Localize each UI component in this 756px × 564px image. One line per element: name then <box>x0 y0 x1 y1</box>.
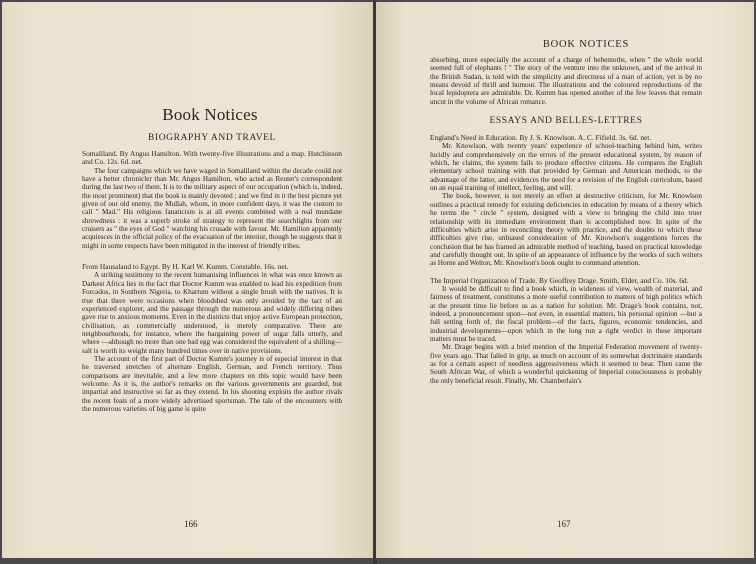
continued-text <box>430 56 702 106</box>
paragraph: It would be difficult to find a book which, in wideness of view, wealth of material, and fairness of treatment, constitutes a more useful contribution to matters of high politics which at the present time lie before us as a nation for solution. Mr. Drage's book contains, not, indeed, a pronouncement upon—not even, in essential matters, his personal opinion —but a full setting forth of, the fiscal problem—of the facts, figures, economic tendencies, and industrial developments—upon which in the long run a right verdict in these important matters must be traced. <box>430 284 702 343</box>
paragraph: A striking testimony to the recent humanising influences in what was once known as Darkest Africa lies in the fact that Doctor Kumm was enabled to lead his expedition from Forcados, in Southern Nigeria, to Khartum without a single brush with the natives. It is true that there were occasions when bloodshed was only avoided by the tact of an experienced explorer, and the passage through the numerous and widely differing tribes gave rise to anxious moments. Even in the districts that enjoy active European protection, civilisation, as commercially understood, is merely comparative. There are neighbourhoods, for instance, where the bargaining power of sugar falls utterly, and where —although no more than one bad egg was considered the equivalent of a shilling—salt is worth its weight many hundred times over in native provisions. <box>82 271 342 355</box>
entry-heading-somaliland: Somaliland. By Angus Hamilton. With twenty-five illustrations and a map. Hutchinson and Co. 12s. 6d. net. <box>82 149 342 167</box>
paragraph: Mr. Knowlson, with twenty years' experience of school-teaching behind him, writes lucidly and comprehensively on the errors of the present educational system, by reason of which, he claims, the system fails to produce effective citizens. He compares the English elementary school training with that provided by German and American methods, to the advantage of the latter, and evidences the need for a revision of the English curriculum, based on an equal training of intellect, feeling, and will. <box>430 142 702 193</box>
entry-heading-hausaland: From Hausaland to Egypt. By H. Karl W. Kumm. Constable. 16s. net. <box>82 262 289 272</box>
left-page <box>2 2 374 558</box>
entry-body-imperial-trade <box>430 285 702 385</box>
paragraph: absorbing, more especially the account of a charge of behemoths, when " the whole world seemed full of elephants ! " The story of the venture into the unknown, and of the arrival in the British Sudan, is told with the simplicity and directness of a man of action, yet is by no means devoid of thrill and humour. The illustrations and the coloured reproductions of the local lepidoptera are admirable. Dr. Kumm has opened another of the few leaves that remain uncut in the volume of African romance. <box>430 56 702 106</box>
entry-heading-education: England's Need in Education. By J. S. Knowlson. A. C. Fifield. 3s. 6d. net. <box>430 133 652 143</box>
left-column <box>82 133 342 413</box>
page-number-right: 167 <box>557 519 571 529</box>
running-head: BOOK NOTICES <box>542 39 630 50</box>
paragraph: The account of the first part of Doctor Kumm's journey is of especial interest in that he traversed stretches of alternate English, German, and French territory. Thus comparisons are inevitable, and a few more chapters on this topic would have been welcome. As it is, the author's remarks on the various governments are guarded, but impartial and instructive so far as they extend. In his shooting exploits the author rivals the recent feats of a more widely advertised sportsman. The tale of the encounters with the numerous varieties of big game is quite <box>82 354 342 413</box>
entry-heading-imperial-trade: The Imperial Organization of Trade. By Geoffrey Drage. Smith, Elder, and Co. 10s. 6d. <box>430 275 689 285</box>
right-column <box>430 56 702 385</box>
page-number-left: 166 <box>184 519 198 529</box>
entry-body-somaliland <box>82 167 342 250</box>
right-page <box>376 2 754 558</box>
paragraph: The book, however, is not merely an effort at destructive criticism, for Mr. Knowlson outlines a practical remedy for existing deficiencies in education by means of a theory which he terms the " circle " system, designed with a view to bringing the child into truer relationship with its immediate environment than is accomplished now. In spite of the difficulties which arise in reconciling theory with practice, and the doubts to which these difficulties give rise, unbiased consideration of Mr. Knowlson's suggestions forces the conclusion that he has framed an admirable method of teaching, based on practical knowledge and carefully thought out. In spite of an appearance of influence by the works of such writers as Horne and Welton, Mr. Knowlson's book ought to command attention. <box>430 192 702 268</box>
paragraph: Mr. Drage begins with a brief mention of the Imperial Federation movement of twenty-five years ago. That failed in grip, as much on account of its somewhat doctrinaire standards as for a certain aspect of needless aggressiveness which it seemed to bear. Then came the South African War, of which a wonderful quickening of Imperial consciousness is probably the only beneficial result. Finally, Mr. Chamberlain's <box>430 343 702 385</box>
entry-body-education <box>430 142 702 267</box>
paragraph: The four campaigns which we have waged in Somaliland within the decade could not have a better chronicler than Mr. Angus Hamilton, who acted as Reuter's correspondent during the last two of them. It is to the military aspect of our occupation (which is, indeed, the most prominent) that the book is mainly devoted ; and we find in it the best picture yet given of our old enemy, the Mullah, whom, in more confident days, it was the custom to call " Mad." His religious fanaticism is at all events combined with a real mundane shrewdness : it was a superb stroke of strategy to represent the searchlights from our cruisers as " the eyes of God " watching his crusade with favour. Mr. Hamilton apparently acquiesces in the official policy of the evacuation of the interior, though he suggests that it might in some respects have been mitigated in the interest of friendly tribes. <box>82 166 342 250</box>
page-title: Book Notices <box>162 105 258 124</box>
book-spread <box>2 0 754 564</box>
section-heading-essays: ESSAYS AND BELLES-LETTRES <box>489 116 643 127</box>
section-heading-biography: BIOGRAPHY AND TRAVEL <box>148 133 276 143</box>
entry-body-hausaland <box>82 271 342 413</box>
